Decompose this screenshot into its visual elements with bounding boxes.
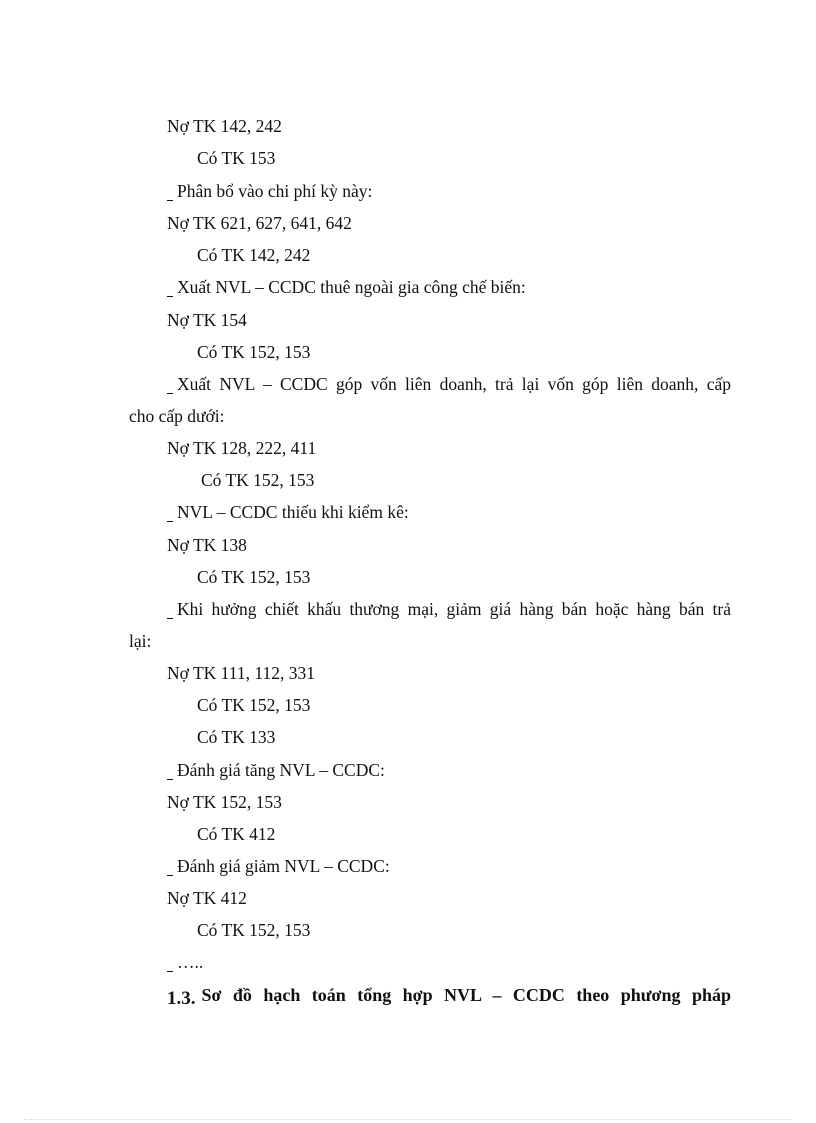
bullet-item: [167, 954, 203, 972]
credit-entry-line: Có TK 152, 153: [197, 920, 311, 940]
dash-bullet-icon: [167, 376, 174, 394]
credit-entry-line: Có TK 152, 153: [197, 695, 311, 715]
debit-entry-line: Nợ TK 152, 153: [167, 792, 282, 812]
bullet-item: [167, 504, 409, 522]
bullet-item: [167, 183, 372, 201]
dash-bullet-icon: [167, 762, 174, 780]
bullet-text: Khi hưởng chiết khấu thương mại, giảm giá hàng bán hoặc hàng bán trả: [177, 599, 731, 619]
section-number: 1.3.: [167, 988, 196, 1009]
section-title: Sơ đồ hạch toán tổng hợp NVL – CCDC theo phương pháp: [201, 985, 731, 1005]
bullet-text: Đánh giá tăng NVL – CCDC:: [177, 760, 385, 780]
debit-entry-line: Nợ TK 138: [167, 535, 247, 555]
credit-entry-line: Có TK 152, 153: [201, 470, 315, 490]
debit-entry-line: Nợ TK 412: [167, 888, 247, 908]
dash-bullet-icon: [167, 279, 174, 297]
bullet-text: Xuất NVL – CCDC thuê ngoài gia công chế biến:: [177, 277, 526, 297]
bullet-item: [167, 279, 526, 297]
continuation-line: lại:: [129, 631, 152, 651]
credit-entry-line: Có TK 153: [197, 148, 276, 168]
credit-entry-line: Có TK 152, 153: [197, 567, 311, 587]
debit-entry-line: Nợ TK 142, 242: [167, 116, 282, 136]
bullet-text: NVL – CCDC thiếu khi kiểm kê:: [177, 502, 409, 522]
credit-entry-line: Có TK 412: [197, 824, 276, 844]
debit-entry-line: Nợ TK 111, 112, 331: [167, 663, 315, 683]
continuation-line: cho cấp dưới:: [129, 406, 225, 426]
bullet-item: [167, 858, 390, 876]
credit-entry-line: Có TK 152, 153: [197, 342, 311, 362]
dash-bullet-icon: [167, 601, 174, 619]
bullet-text: Đánh giá giảm NVL – CCDC:: [177, 856, 390, 876]
debit-entry-line: Nợ TK 154: [167, 310, 247, 330]
dash-bullet-icon: [167, 183, 174, 201]
bullet-item: [167, 762, 385, 780]
bullet-text: Xuất NVL – CCDC góp vốn liên doanh, trả lại vốn góp liên doanh, cấp: [177, 374, 731, 394]
page-bottom-divider: [24, 1119, 792, 1120]
credit-entry-line: Có TK 142, 242: [197, 245, 311, 265]
ellipsis-text: …..: [177, 952, 204, 972]
bullet-item: [167, 601, 731, 619]
dash-bullet-icon: [167, 954, 174, 972]
dash-bullet-icon: [167, 858, 174, 876]
section-heading: [167, 985, 731, 1007]
bullet-text: Phân bổ vào chi phí kỳ này:: [177, 181, 373, 201]
bullet-item: [167, 376, 731, 394]
debit-entry-line: Nợ TK 621, 627, 641, 642: [167, 213, 352, 233]
debit-entry-line: Nợ TK 128, 222, 411: [167, 438, 317, 458]
credit-entry-line: Có TK 133: [197, 727, 276, 747]
dash-bullet-icon: [167, 504, 174, 522]
